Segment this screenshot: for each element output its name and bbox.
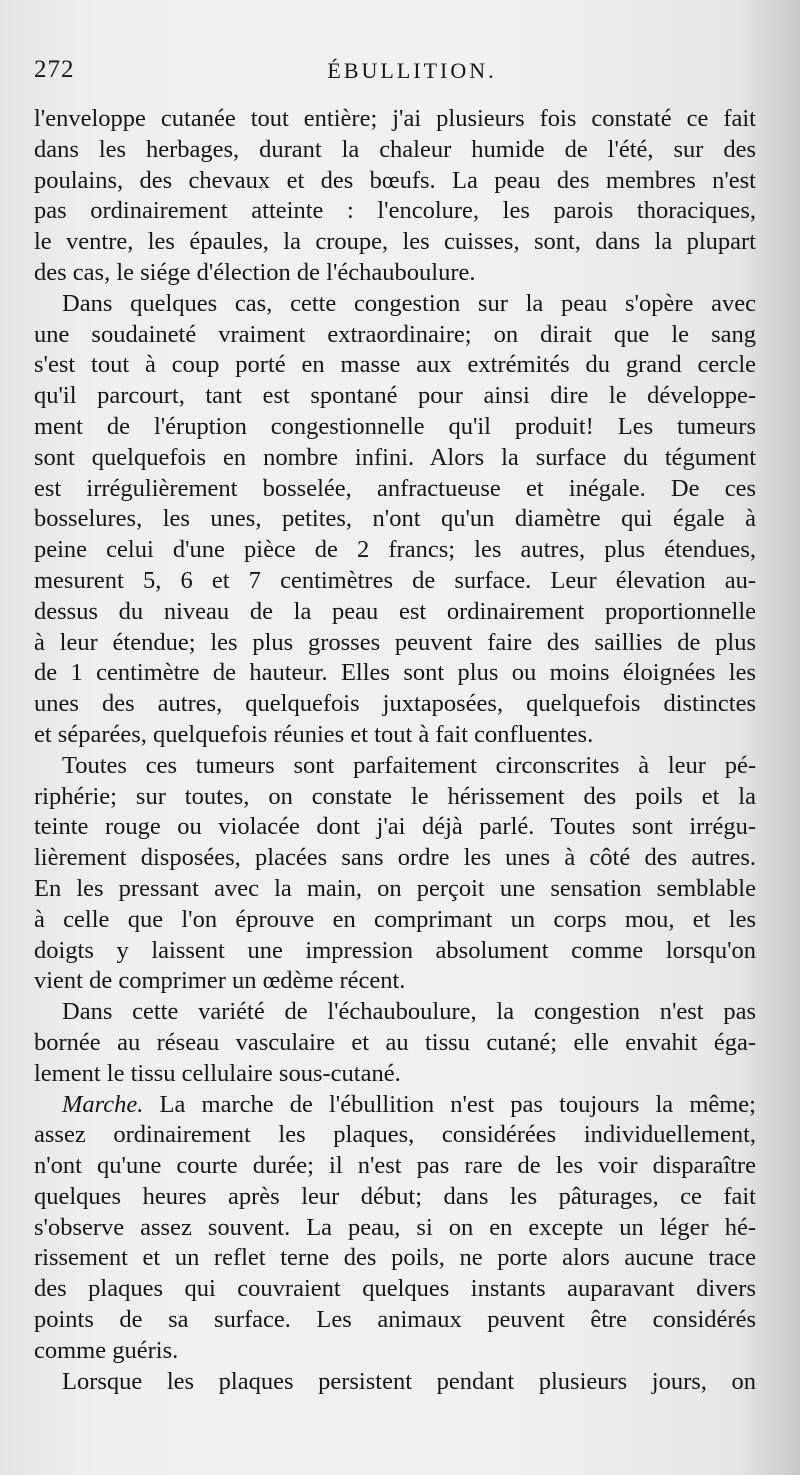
paragraph (34, 1367, 756, 1398)
text-line: doigts y laissent une impression absolument comme lorsqu'on (34, 936, 756, 964)
text-line: Lorsque les plaques persistent pendant plusieurs jours, on (62, 1367, 756, 1395)
text-line: dessus du niveau de la peau est ordinairement proportionnelle (34, 597, 756, 625)
paragraph (34, 1090, 756, 1367)
text-line: sont quelquefois en nombre infini. Alors la surface du tégument (34, 443, 756, 471)
text-line: quelques heures après leur début; dans les pâturages, ce fait (34, 1182, 756, 1210)
text-line: et séparées, quelquefois réunies et tout à fait confluentes. (34, 720, 594, 748)
text-line: qu'il parcourt, tant est spontané pour ainsi dire le développe- (34, 382, 756, 410)
text-line: unes des autres, quelquefois juxtaposées, quelquefois distinctes (34, 690, 756, 718)
body-text (34, 104, 756, 1397)
text-line: comme guéris. (34, 1336, 179, 1364)
page-number: 272 (34, 56, 75, 83)
text-line: assez ordinairement les plaques, considérées individuellement, (34, 1121, 756, 1149)
text-line: points de sa surface. Les animaux peuvent être considérés (34, 1306, 756, 1334)
text-line: mesurent 5, 6 et 7 centimètres de surface. Leur élevation au- (34, 566, 756, 594)
text-line: à leur étendue; les plus grosses peuvent faire des saillies de plus (34, 628, 756, 656)
text-line: le ventre, les épaules, la croupe, les cuisses, sont, dans la plupart (34, 228, 756, 256)
text-line: pas ordinairement atteinte : l'encolure, les parois thoraciques, (34, 197, 756, 225)
text-line: Dans cette variété de l'échauboulure, la congestion n'est pas (62, 998, 756, 1026)
text-line: poulains, des chevaux et des bœufs. La peau des membres n'est (34, 166, 756, 194)
text-line: ment de l'éruption congestionnelle qu'il produit! Les tumeurs (34, 412, 756, 440)
section-run-in-heading: Marche. (62, 1090, 144, 1118)
text-line: n'ont qu'une courte durée; il n'est pas rare de les voir disparaître (34, 1152, 756, 1180)
text-line: s'observe assez souvent. La peau, si on en excepte un léger hé- (34, 1213, 756, 1241)
text-line: teinte rouge ou violacée dont j'ai déjà parlé. Toutes sont irrégu- (34, 813, 756, 841)
text-line: Toutes ces tumeurs sont parfaitement circonscrites à leur pé- (62, 751, 756, 779)
text-line: riphérie; sur toutes, on constate le hérissement des poils et la (34, 782, 756, 810)
text-line: des plaques qui couvraient quelques instants auparavant divers (34, 1275, 756, 1303)
text-line: bosselures, les unes, petites, n'ont qu'un diamètre qui égale à (34, 505, 756, 533)
text-line: une soudaineté vraiment extraordinaire; on dirait que le sang (34, 320, 756, 348)
text-line: vient de comprimer un œdème récent. (34, 967, 406, 995)
text-line: lement le tissu cellulaire sous-cutané. (34, 1059, 401, 1087)
text-line: rissement et un reflet terne des poils, ne porte alors aucune trace (34, 1244, 756, 1272)
text-line: des cas, le siége d'élection de l'échauboulure. (34, 258, 476, 286)
paragraph (34, 104, 756, 289)
text-line: dans les herbages, durant la chaleur humide de l'été, sur des (34, 135, 756, 163)
paragraph (34, 751, 756, 997)
text-line-rest: La marche de l'ébullition n'est pas toujours la même; (143, 1090, 756, 1118)
text-line: lièrement disposées, placées sans ordre les unes à côté des autres. (34, 844, 756, 872)
page-header (34, 56, 766, 96)
text-line: Dans quelques cas, cette congestion sur la peau s'opère avec (62, 289, 756, 317)
paragraph (34, 997, 756, 1089)
text-line: de 1 centimètre de hauteur. Elles sont plus ou moins éloignées les (34, 659, 756, 687)
text-line: l'enveloppe cutanée tout entière; j'ai plusieurs fois constaté ce fait (34, 105, 756, 132)
text-line: peine celui d'une pièce de 2 francs; les autres, plus étendues, (34, 536, 756, 564)
text-line: bornée au réseau vasculaire et au tissu cutané; elle envahit éga- (34, 1028, 756, 1056)
text-line: est irrégulièrement bosselée, anfractueuse et inégale. De ces (34, 474, 756, 502)
text-line: En les pressant avec la main, on perçoit une sensation semblable (34, 874, 756, 902)
text-line: s'est tout à coup porté en masse aux extrémités du grand cercle (34, 351, 756, 379)
text-line (34, 1090, 756, 1121)
paragraph (34, 289, 756, 751)
running-title: ÉBULLITION. (327, 58, 497, 83)
text-line: à celle que l'on éprouve en comprimant un corps mou, et les (34, 905, 756, 933)
